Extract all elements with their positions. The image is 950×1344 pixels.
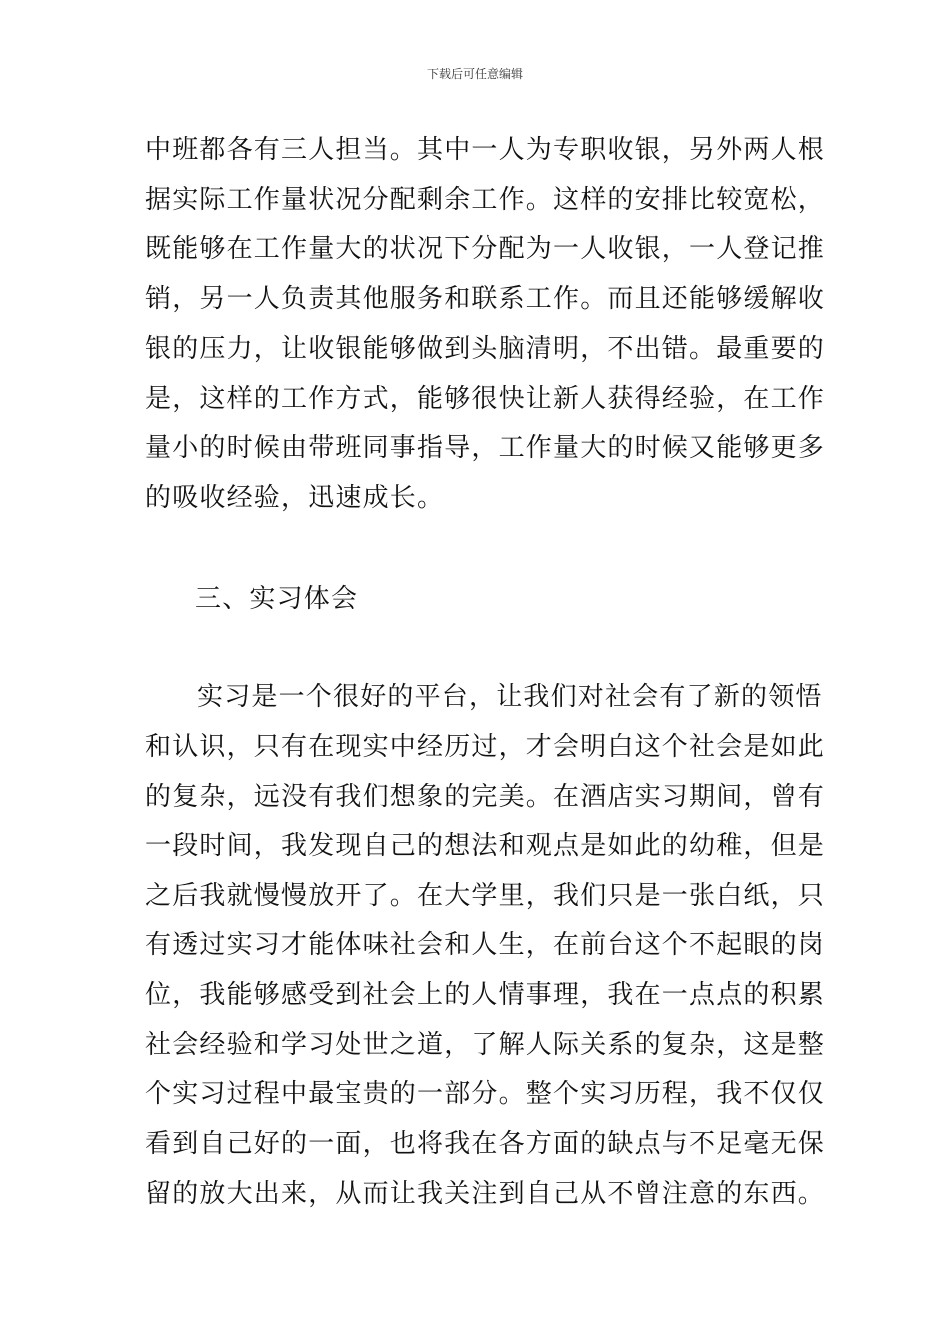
paragraph2-line: 之后我就慢慢放开了。在大学里，我们只是一张白纸，只 bbox=[145, 881, 826, 911]
paragraph2-line: 一段时间，我发现自己的想法和观点是如此的幼稚，但是 bbox=[145, 831, 826, 861]
paragraph1-line: 既能够在工作量大的状况下分配为一人收银，一人登记推 bbox=[145, 234, 826, 264]
paragraph1-line: 银的压力，让收银能够做到头脑清明，不出错。最重要的 bbox=[145, 334, 826, 364]
paragraph2-line: 位，我能够感受到社会上的人情事理，我在一点点的积累 bbox=[145, 980, 826, 1010]
paragraph1-line: 量小的时候由带班同事指导，工作量大的时候又能够更多 bbox=[145, 433, 826, 463]
paragraph2-line: 社会经验和学习处世之道，了解人际关系的复杂，这是整 bbox=[145, 1030, 826, 1060]
paragraph2-line: 看到自己好的一面，也将我在各方面的缺点与不足毫无保 bbox=[145, 1129, 826, 1159]
paragraph2-line: 有透过实习才能体味社会和人生，在前台这个不起眼的岗 bbox=[145, 930, 826, 960]
paragraph2-line: 的复杂，远没有我们想象的完美。在酒店实习期间，曾有 bbox=[145, 782, 826, 812]
paragraph1-line: 销，另一人负责其他服务和联系工作。而且还能够缓解收 bbox=[145, 284, 826, 314]
paragraph1-line: 据实际工作量状况分配剩余工作。这样的安排比较宽松， bbox=[145, 185, 826, 215]
section-heading: 三、实习体会 bbox=[195, 584, 359, 614]
paragraph2-line: 个实习过程中最宝贵的一部分。整个实习历程，我不仅仅 bbox=[145, 1079, 826, 1109]
header-note: 下载后可任意编辑 bbox=[426, 67, 523, 81]
paragraph1-line: 中班都各有三人担当。其中一人为专职收银，另外两人根 bbox=[145, 135, 826, 165]
paragraph1-line: 是，这样的工作方式，能够很快让新人获得经验，在工作 bbox=[145, 384, 826, 414]
paragraph2-line: 实习是一个很好的平台，让我们对社会有了新的领悟 bbox=[197, 682, 823, 712]
paragraph2-line: 和认识，只有在现实中经历过，才会明白这个社会是如此 bbox=[145, 732, 826, 762]
paragraph2-line: 留的放大出来，从而让我关注到自己从不曾注意的东西。 bbox=[145, 1179, 826, 1209]
paragraph1-line: 的吸收经验，迅速成长。 bbox=[145, 483, 445, 513]
